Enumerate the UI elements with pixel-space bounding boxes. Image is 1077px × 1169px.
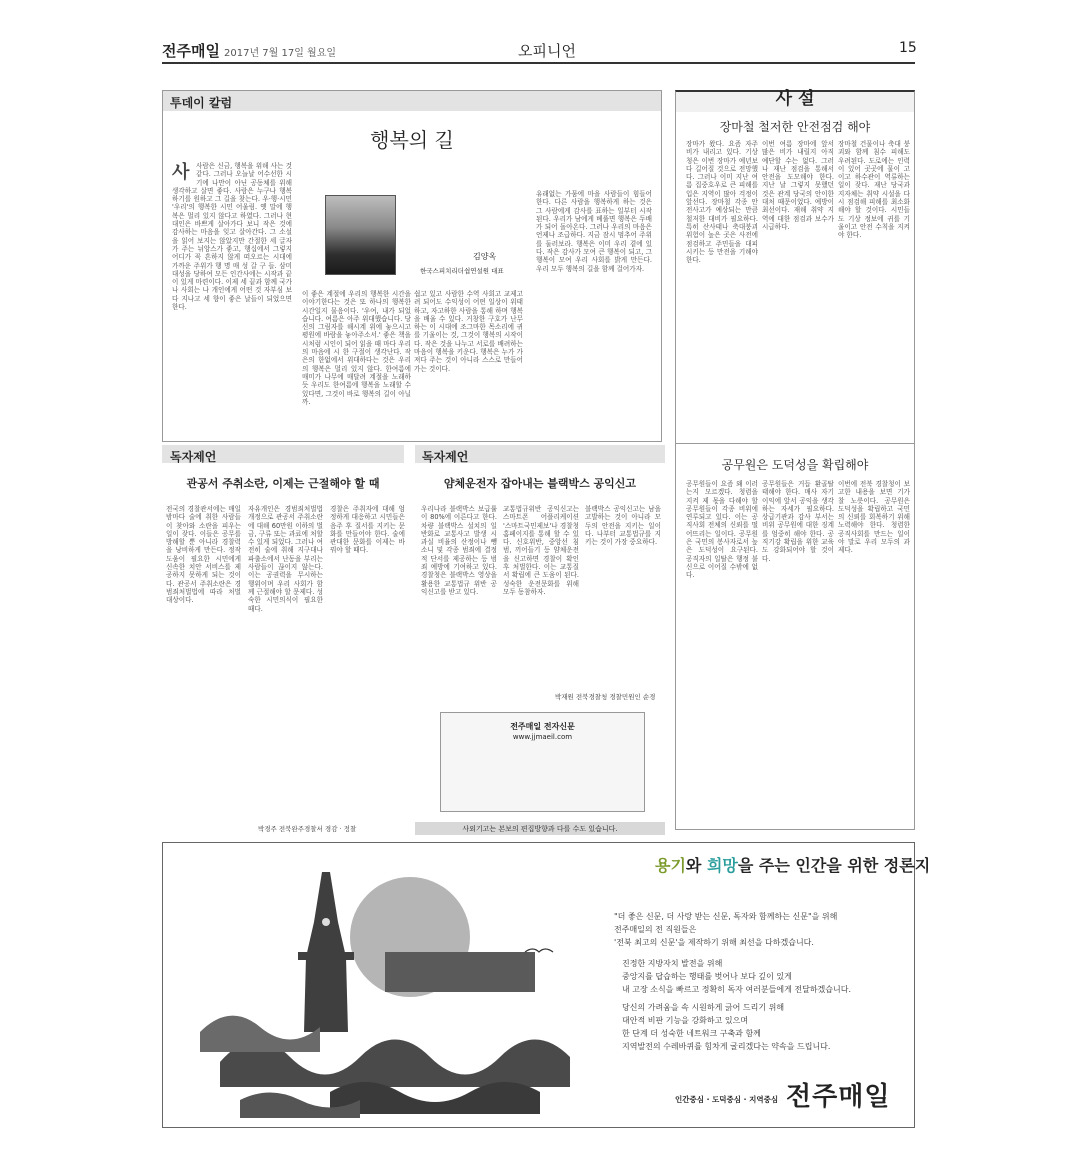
- editorial-divider: [676, 443, 914, 444]
- page-number: 15: [899, 40, 917, 56]
- ad-line: 당신의 가려움을 속 시원하게 긁어 드리기 위해: [622, 1003, 785, 1012]
- ad-headline-rest: 을 주는 인간을 위한 정론지: [737, 856, 931, 875]
- ad-line: 진정한 지방자치 발전을 위해: [622, 959, 723, 968]
- ad-headline-hope: 희망: [706, 856, 738, 875]
- ad-line: 한 단계 더 성숙한 네트워크 구축과 함께: [622, 1029, 761, 1038]
- ad-logo: 전주매일: [786, 1082, 891, 1112]
- reader2-title: 얌체운전자 잡아내는 블랙박스 공익신고: [443, 477, 637, 490]
- e-paper-url[interactable]: www.jjmaeil.com: [512, 733, 573, 741]
- ad-headline: [655, 853, 930, 876]
- reader1-body-3: 경찰은 주취자에 대해 엄정하게 대응하고 시민들은 음주 후 질서를 지키는 문화를 만들어야 한다. 술에 관대한 문화를 이제는 바꿔야 할 때다.: [330, 505, 405, 555]
- ad-paragraph-1: [614, 910, 837, 949]
- issue-date: 2017년 7월 17일 월요일: [224, 48, 337, 59]
- ad-line: '전북 최고의 신문'을 제작하기 위해 최선을 다하겠습니다.: [614, 938, 814, 947]
- editorial-body-1a: 장마가 왔다. 요즘 자주 비가 내리고 있다. 기상청은 이번 장마가 예년보다 길어질 것으로 전망했다. 그러나 이미 지난 여름 집중호우로 큰 피해를 입은 지역이 많아 걱정이 앞선다. 장마철 각종 안전사고가 예상되는 만큼 철저한 대비가 필요하다. 특히 산사태나 축대붕괴 위험이 높은 곳은 사전에 점검하고 주민들을 대피시키는 등 만전을 기해야 한다.: [686, 140, 758, 265]
- column-body-2: 이 좋은 계절에 우리의 행복한 시간을 이야기한다는 것은 또 하나의 행복한 시간일지 물음이다. '우여, 내가 되었습니다. 여름은 아주 위대했습니다. 당신의 그림자를 해시계 위에 놓으시고 평원에 바람을 놓아주소서.' 좋은 책을 시처럼 시인이 되어 읽을 때 마다 우리의 마음에 시 한 구절이 생각난다. 작은의 한없에서 위대하다는 것은 우리의 행복은 멀리 있지 않다. 한여름에 매미가 나무에 매달려 계절을 노래하듯 우리도 한여름에 행복을 노래할 수 있다면, 그것이 바로 행복의 길이 아닐까.: [302, 290, 411, 406]
- ad-line: 내 고장 소식을 빠르고 정확히 독자 여러분들에게 전달하겠습니다.: [622, 985, 851, 994]
- tower-balcony: [298, 952, 354, 960]
- editorial-body-2c: 이번에 전북 경찰청이 보고한 내용을 보면 기가 찰 노릇이다. 공무원은 도덕성을 확립하고 국민의 신뢰를 회복하기 위해 노력해야 한다. 청렴한 공직사회를 만드는 일이야 말로 우리 모두의 과제다.: [838, 480, 910, 555]
- reader1-body-1: 전국의 경찰관서에는 매일 밤마다 술에 취한 사람들이 찾아와 소란을 피우는 일이 잦다. 이들은 공무를 방해할 뿐 아니라 경찰력을 낭비하게 만든다. 정작 도움이 필요한 시민에게 신속한 치안 서비스를 제공하지 못하게 되는 것이다. 관공서 주취소란은 경범죄처벌법에 따라 처벌 대상이다.: [166, 505, 241, 605]
- drop-cap: 사: [172, 162, 190, 183]
- ad-headline-courage: 용기: [655, 856, 686, 875]
- editorial-title-2: 공무원은 도덕성을 확립해야: [721, 458, 869, 472]
- ad-paragraph-3: [622, 1001, 830, 1053]
- reader2-byline: 박재원 전북경찰청 경찰민원인 순경: [555, 693, 656, 701]
- reader2-body-1: 우리나라 블랙박스 보급률이 80%에 이른다고 한다. 차량 블랙박스 설치의 일반화로 교통사고 발생 시 과실 비율의 산정이나 뺑소니 및 각종 범죄에 결정적 단서를 제공하는 등 범죄 예방에 기여하고 있다. 경찰청은 블랙박스 영상을 활용한 교통법규 위반 공익신고를 받고 있다.: [421, 505, 497, 596]
- reader1-byline: 박경주 전북완주경찰서 경감 · 정찰: [258, 825, 357, 833]
- reader2-label: 독자제언: [422, 450, 469, 464]
- editorial-body-1c: 장마철 건물이나 축대 붕괴와 함께 침수 피해도 우려된다. 도로에는 인력이 있어 곳곳에 물이 고이고 하수관이 역류하는 일이 잦다. 재난 당국과 지자체는 취약 시설을 다시 점검해 피해를 최소화해야 할 것이다. 시민들도 기상 정보에 귀를 기울이고 안전 수칙을 지켜야 한다.: [838, 140, 910, 240]
- ad-line: 전주매일의 전 직원들은: [614, 925, 697, 934]
- pen-hole: [322, 918, 330, 926]
- ad-headline-and: 와: [685, 856, 707, 875]
- wave-left: [200, 1016, 320, 1052]
- author-photo: [325, 195, 396, 275]
- reader2-body-2: 교통법규위반 공익신고는 스마트폰 어플리케이션 '스마트국민제보'나 경찰청 홈페이지를 통해 할 수 있다. 신호위반, 중앙선 침범, 끼어들기 등 얌체운전을 신고하면 경찰이 확인 후 처벌한다. 이는 교통질서 확립에 큰 도움이 된다. 성숙한 운전문화를 위해 모두 동참하자.: [503, 505, 579, 596]
- column-label-bar: [163, 91, 661, 111]
- sky-band: [385, 952, 535, 992]
- editorial-title-1: 장마철 철저한 안전점검 해야: [719, 120, 871, 134]
- editorial-body-2a: 공무원들이 요즘 왜 이러는지 모르겠다. 청렴을 지켜 제 몫을 다해야 할 공무원들이 각종 비위에 연루되고 있다. 이는 공직사회 전체의 신뢰를 떨어뜨리는 일이다. 공무원은 국민의 봉사자로서 높은 도덕성이 요구된다. 공직자의 일탈은 행정 불신으로 이어질 수밖에 없다.: [686, 480, 758, 580]
- ad-paragraph-2: [622, 957, 851, 996]
- reader1-title: 관공서 주취소란, 이제는 근절해야 할 때: [186, 477, 380, 490]
- ad-line: "더 좋은 신문, 더 사랑 받는 신문, 독자와 함께하는 신문"을 위해: [614, 912, 838, 921]
- column-body-4: 유래없는 가뭄에 마을 사람들이 힘들어 한다. 다른 사람을 행복하게 하는 것은 그 사람에게 감사를 표하는 일부터 시작된다. 우리가 남에게 베풀면 행복은 두배가 되어 돌아온다. 그러나 우리의 마음은 언제나 조급하다. 지금 잠시 멈추어 주위를 둘러보라. 행복은 이미 우리 곁에 있다. 작은 감사가 모여 큰 행복이 되고, 그 행복이 모여 우리 사회를 밝게 만든다. 우리 모두 행복의 길을 함께 걸어가자.: [536, 190, 652, 273]
- section-title: 오피니언: [518, 42, 576, 60]
- column-text-1: 사람은 신금, 행복을 위해 사는 것 같다. 그러나 오늘날 어수선한 시기에 나만이 아닌 공동체를 위해 생각하고 살면 좋다. 사람은 누구나 행복하기를 원하고 그 길을 찾는다. 우·행·시민 '우리'의 행복한 시민 어울림. 옛 말에 행복은 멀리 있지 않다고 하였다. 그러나 현대인은 바쁘게 살아가다 보니 작은 것에 감사하는 마음을 잊고 살아간다. 그 소설을 읽어 보지는 않았지만 간절한 세 글자가 주는 뉘앙스가 좋고, 행십에서 그렇지 어디가 꼭 흔하지 않게 떠오르는 시대에 가까운 주위가 행 명 매 성 갈 구 들. 삼미대성을 당하여 모든 인간사에는 시작과 끝이 있게 마련이다. 이제 세 끝과 함께 국가나 사회는 나 개인에게 어떤 것 자부심 보다 지나고 세 향이 좋은 날들이 되었으면 한다.: [172, 162, 292, 312]
- author-title: 한국스피치리더쉽연설원 대표: [420, 267, 504, 275]
- column-title: 행복의 길: [370, 128, 454, 152]
- disclaimer: 사외기고는 본보의 편집방향과 다를 수도 있습니다.: [462, 825, 618, 833]
- ad-line: 중앙지를 답습하는 행태를 벗어나 보다 깊이 있게: [622, 972, 792, 981]
- editorial-body-1b: 이번 여름 장마에 앞서 많은 비가 내릴지 아직 예단할 수는 없다. 그러나 재난 점검을 통해서 안전을 도모해야 한다. 지난 날 그렇지 못했던 것은 관계 당국의 안이한 대처 때문이었다. 예방이 최선이다. 재해 취약 지역에 대한 점검과 보수가 시급하다.: [762, 140, 834, 231]
- reader1-label: 독자제언: [170, 450, 217, 464]
- header-rule: [162, 62, 915, 64]
- ad-slogan: 인간중심 · 도덕중심 · 지역중심: [675, 1095, 779, 1104]
- column-body-3: 쉽고 있고 사람한 수역 사회고 교제고려 되어도 수익성이 어떤 일상이 위태하고, 자고하한 사람을 통해 하며 행복을 배울 수 있다. 거창한 구호가 난무하는 이 시대에 조그마한 목소리에 귀를 기울이는 것, 그것이 행복의 시작이다. 작은 것을 나누고 서로를 배려하는 마음이 행복을 키운다. 행복은 누가 가져다 주는 것이 아니라 스스로 만들어 가는 것이다.: [414, 290, 523, 373]
- lighthouse-pen-illustration: [180, 852, 600, 1124]
- ad-line: 대안적 비판 기능을 강화하고 있으며: [622, 1016, 749, 1025]
- column-body-1: [172, 162, 292, 438]
- ad-line: 지역발전의 수레바퀴를 힘차게 굴리겠다는 약속을 드립니다.: [622, 1042, 831, 1051]
- seagull-icon: [525, 949, 553, 952]
- editorial-label: 사 설: [775, 89, 815, 109]
- author-name: 김양옥: [473, 252, 497, 261]
- reader2-body-3: 블랙박스 공익신고는 남을 고발하는 것이 아니라 모두의 안전을 지키는 일이다. 나부터 교통법규를 지키는 것이 가장 중요하다.: [585, 505, 661, 547]
- e-paper-title: 전주매일 전자신문: [510, 722, 575, 731]
- editorial-body-2b: 공무원들은 거듭 환골탈태해야 한다. 매사 자기 이익에 앞서 공익을 생각하는 자세가 필요하다. 상급기관과 감사 부서는 비위 공무원에 대한 징계를 엄중히 해야 한다. 공직기강 확립을 위한 교육도 강화되어야 할 것이다.: [762, 480, 834, 563]
- column-label: 투데이 칼럼: [170, 96, 233, 110]
- paper-name: 전주매일: [162, 42, 220, 60]
- reader1-body-2: 자유개인은 경범죄처벌법 개정으로 관공서 주취소란에 대해 60만원 이하의 벌금, 구류 또는 과료에 처할 수 있게 되었다. 그러나 여전히 술에 취해 지구대나 파출소에서 난동을 부리는 사람들이 끊이지 않는다. 이는 공권력을 무시하는 행위이며 우리 사회가 함께 근절해야 할 문제다. 성숙한 시민의식이 필요한 때다.: [248, 505, 323, 613]
